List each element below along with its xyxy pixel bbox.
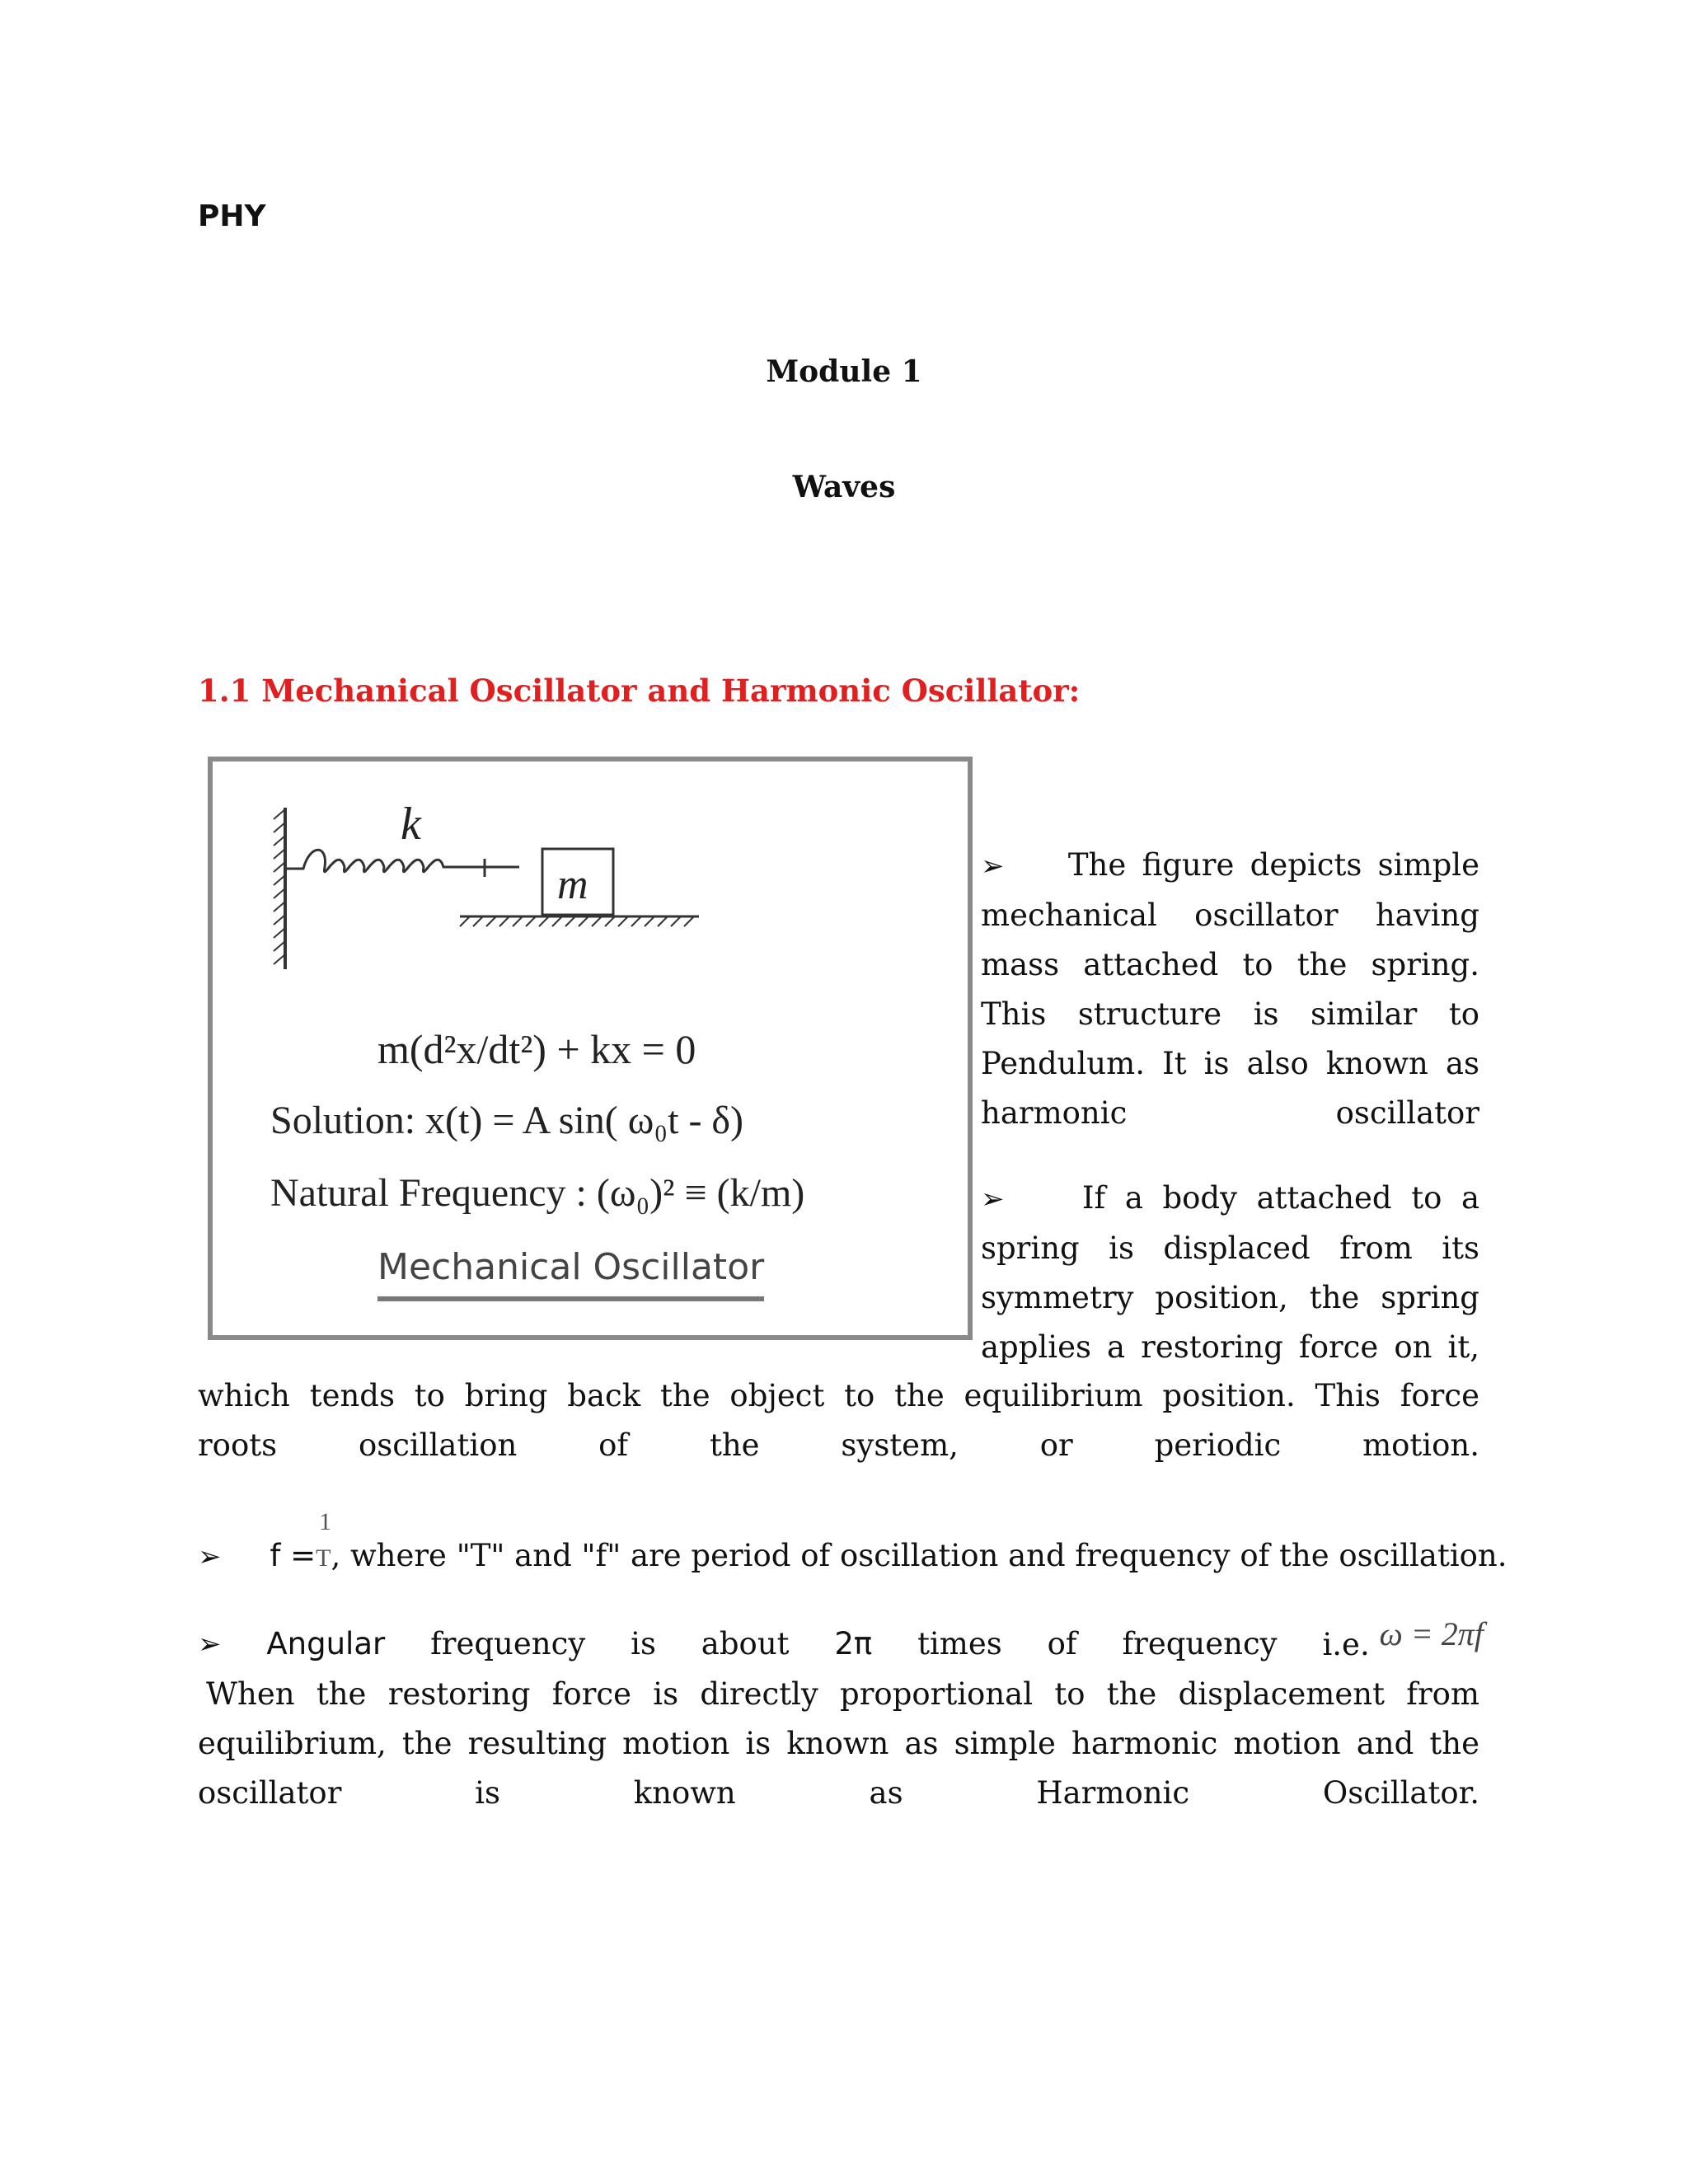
bullet-paragraph-1	[981, 841, 1479, 1138]
wall-hatch	[274, 809, 285, 964]
ang-word: 2π	[834, 1626, 873, 1661]
bullet-arrow-icon: ➢	[198, 1628, 222, 1661]
natural-frequency-equation: Natural Frequency : (ω₀)² ≡ (k/m)	[270, 1171, 805, 1215]
omega-formula: ω = 2πf	[1379, 1615, 1484, 1652]
floor-hatch	[460, 916, 694, 926]
section-heading: 1.1 Mechanical Oscillator and Harmonic Oscillator:	[198, 673, 1081, 709]
spring-constant-label: k	[401, 799, 421, 850]
fraction-denominator: T	[316, 1544, 331, 1572]
ang-word: of	[1047, 1626, 1077, 1661]
fraction-numerator: 1	[319, 1508, 332, 1535]
ang-word: times	[917, 1626, 1002, 1661]
bullet-arrow-icon: ➢	[981, 850, 1005, 883]
topic-title: Waves	[792, 470, 896, 504]
bullet-arrow-icon: ➢	[981, 1183, 1005, 1216]
solution-equation: Solution: x(t) = A sin( ω₀t - δ)	[270, 1099, 744, 1142]
frequency-text: , where "T" and "f" are period of oscillation and frequency of the oscillation.	[331, 1538, 1507, 1573]
harmonic-paragraph	[198, 1670, 1479, 1818]
bullet-arrow-icon: ➢	[198, 1540, 222, 1573]
header-label: PHY	[198, 199, 266, 233]
frequency-bullet	[198, 1508, 1517, 1583]
paragraph-line: oscillator is known as Harmonic Oscillator.	[198, 1775, 1479, 1811]
bullet-paragraph-2-continued	[198, 1371, 1479, 1470]
fraction-one-over-t	[316, 1508, 332, 1583]
paragraph-line: When the restoring force is directly proportional to the displacement from	[206, 1676, 1479, 1712]
angular-frequency-bullet	[198, 1615, 1484, 1670]
ang-word: is	[631, 1626, 656, 1661]
equation-of-motion: m(d²x/dt²) + kx = 0	[377, 1026, 696, 1072]
oscillator-figure	[208, 757, 973, 1340]
paragraph-line: roots oscillation of the system, or periodic motion.	[198, 1427, 1479, 1463]
paragraph-text: The figure depicts simple mechanical oscillator having mass attached to the spring. This structure is similar to Pendulum. It is also known as harmonic oscillator	[981, 847, 1480, 1131]
ang-word: Angular	[266, 1626, 386, 1661]
bullet-paragraph-2	[981, 1174, 1479, 1372]
paragraph-text: If a body attached to a spring is displaced from its symmetry position, the spring applies a restoring force on it,	[981, 1180, 1480, 1365]
ang-word: frequency	[430, 1626, 586, 1661]
paragraph-line: equilibrium, the resulting motion is known as simple harmonic motion and the	[198, 1726, 1479, 1761]
figure-caption: Mechanical Oscillator	[377, 1246, 764, 1301]
ang-word: about	[701, 1626, 790, 1661]
paragraph-line: which tends to bring back the object to the equilibrium position. This force	[198, 1378, 1479, 1413]
ang-word-with-formula: i.e. ω = 2πf	[1322, 1615, 1484, 1662]
frequency-prefix: f =	[270, 1538, 316, 1573]
module-title: Module 1	[766, 354, 922, 389]
mass-label: m	[557, 861, 588, 908]
ang-word: frequency	[1122, 1626, 1278, 1661]
spring-coil	[285, 850, 485, 872]
